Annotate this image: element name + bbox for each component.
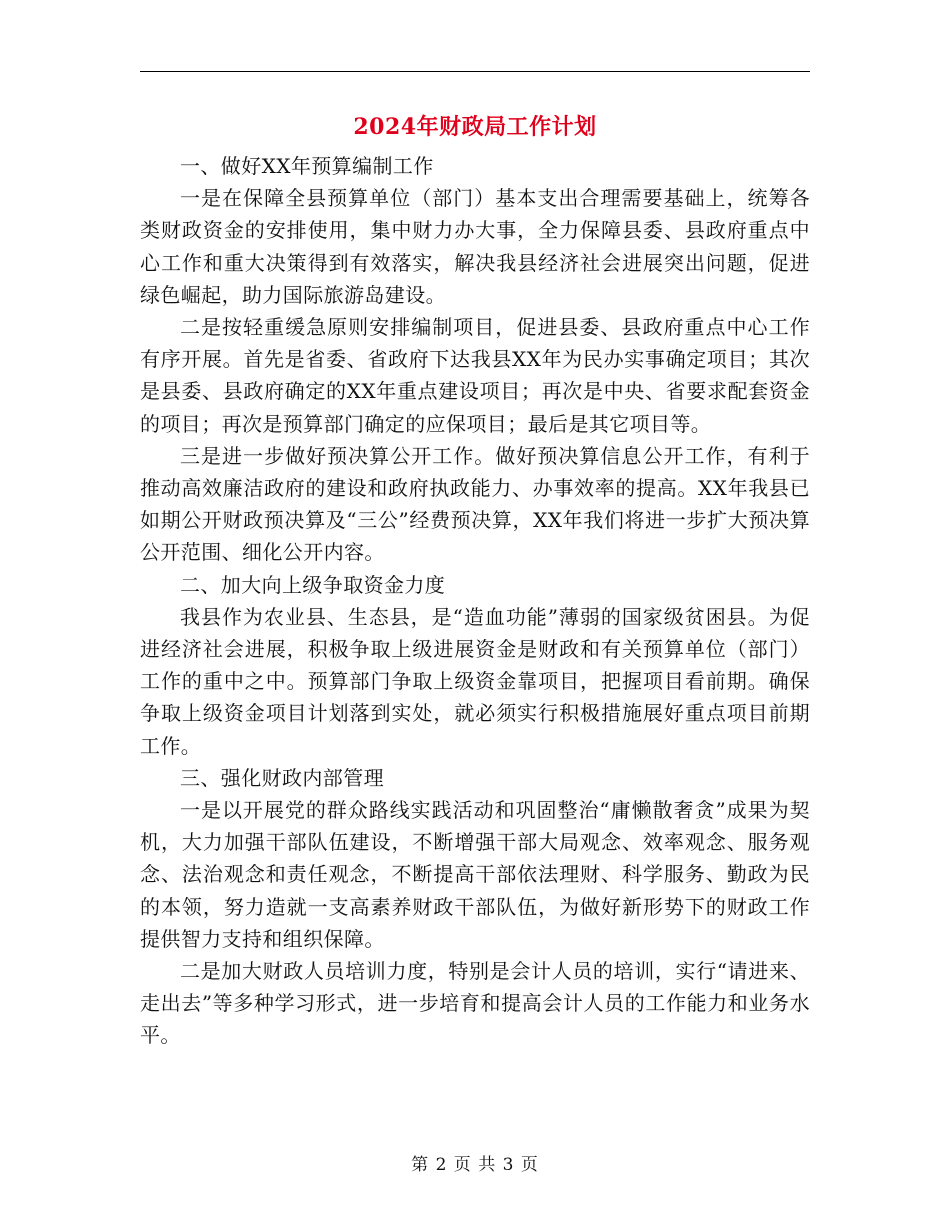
paragraph: 一是在保障全县预算单位（部门）基本支出合理需要基础上，统筹各类财政资金的安排使用，集中财力办大事，全力保障县委、县政府重点中心工作和重大决策得到有效落实，解决我县经济社会进展突出问题，促进绿色崛起，助力国际旅游岛建设。 (140, 186, 810, 307)
document-title: 2024年财政局工作计划 (353, 114, 597, 140)
section-heading-3: 三、强化财政内部管理 (180, 765, 384, 790)
section-heading-2: 二、加大向上级争取资金力度 (180, 572, 446, 597)
page-number-footer: 第 2 页 共 3 页 (411, 1155, 539, 1175)
document-body (140, 150, 810, 1052)
paragraph: 一是以开展党的群众路线实践活动和巩固整治“庸懒散奢贪”成果为契机，大力加强干部队伍建设，不断增强干部大局观念、效率观念、服务观念、法治观念和责任观念，不断提高干部依法理财、科学服务、勤政为民的本领，努力造就一支高素养财政干部队伍，为做好新形势下的财政工作提供智力支持和组织保障。 (140, 798, 810, 951)
section-heading-1: 一、做好XX年预算编制工作 (180, 154, 434, 178)
paragraph: 二是加大财政人员培训力度，特别是会计人员的培训，实行“请进来、走出去”等多种学习形式，进一步培育和提高会计人员的工作能力和业务水平。 (140, 959, 810, 1048)
paragraph: 三是进一步做好预决算公开工作。做好预决算信息公开工作，有利于推动高效廉洁政府的建设和政府执政能力、办事效率的提高。XX年我县已如期公开财政预决算及“三公”经费预决算，XX年我们将进一步扩大预决算公开范围、细化公开内容。 (140, 443, 810, 565)
header-rule (140, 71, 810, 72)
paragraph: 我县作为农业县、生态县，是“造血功能”薄弱的国家级贫困县。为促进经济社会进展，积极争取上级进展资金是财政和有关预算单位（部门）工作的重中之中。预算部门争取上级资金靠项目，把握项目看前期。确保争取上级资金项目计划落到实处，就必须实行积极措施展好重点项目前期工作。 (140, 604, 810, 758)
paragraph: 二是按轻重缓急原则安排编制项目，促进县委、县政府重点中心工作有序开展。首先是省委、省政府下达我县XX年为民办实事确定项目；其次是县委、县政府确定的XX年重点建设项目；再次是中央、省要求配套资金的项目；再次是预算部门确定的应保项目；最后是其它项目等。 (140, 315, 810, 436)
